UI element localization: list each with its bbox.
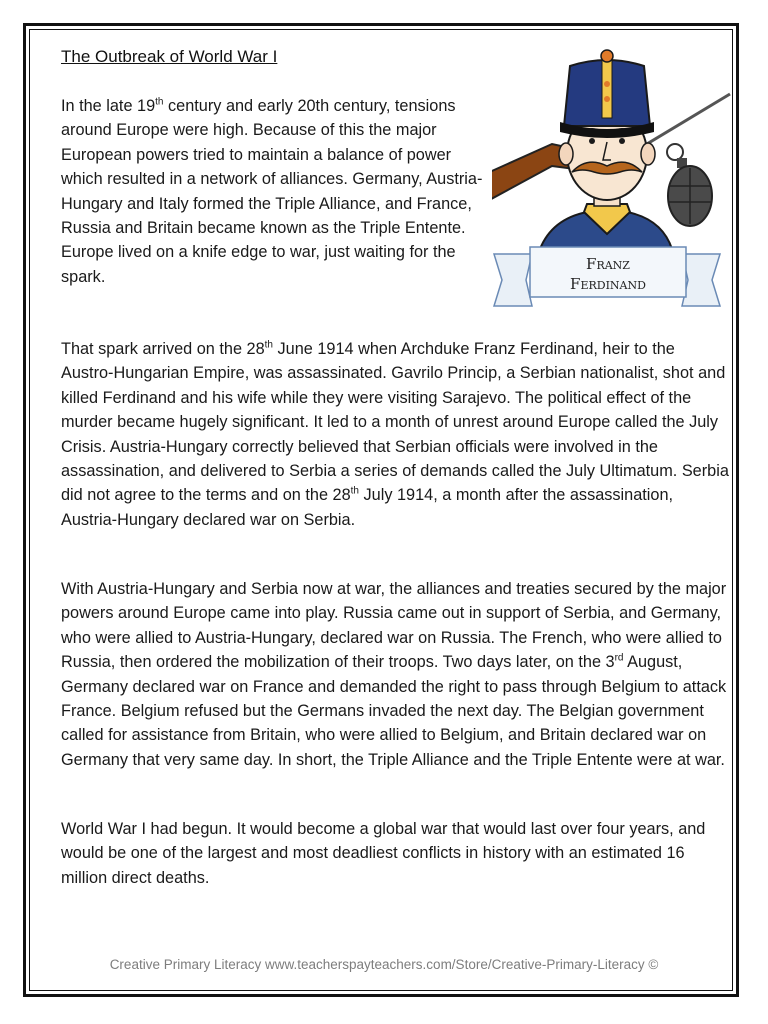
paragraph-text: June 1914 when Archduke Franz Ferdinand, heir to the Austro-Hungarian Empire, was assassinated. Gavrilo Princip, a Serbian nationalist, shot and killed Ferdinand and his wife while they were visiting Sarajevo. The political effect of the murder became hugely significant. It led to a month of unrest around Europe called the July Crisis. Austria-Hungary correctly believed that Serbian officials were involved in the assassination, and delivered to Serbia a series of demands called the July Ultimatum. Serbia did not agree to the terms and on the 28: [61, 340, 729, 505]
paragraph-3: [61, 577, 729, 772]
banner-line-1: Franz: [586, 255, 630, 273]
name-banner: [494, 247, 720, 306]
paragraph-1: [61, 94, 491, 289]
banner-line-2: Ferdinand: [570, 275, 646, 293]
paragraph-4: [61, 817, 729, 890]
ordinal-suffix: th: [264, 339, 273, 351]
ordinal-suffix: th: [350, 486, 359, 498]
paragraph-text: August, Germany declared war on France and demanded the right to pass through Belgium to attack France. Belgium refused but the Germans invaded the next day. The Belgian government called for assistance from Britain, who were allied to Belgium, and Britain declared war on Germany that very same day. In short, the Triple Alliance and the Triple Entente were at war.: [61, 653, 727, 769]
paragraph-text: That spark arrived on the 28: [61, 340, 265, 358]
paragraph-text: In the late 19: [61, 97, 156, 115]
soldier-portrait-icon: [492, 44, 732, 314]
ordinal-suffix: rd: [614, 652, 624, 664]
paragraph-2: [61, 337, 729, 532]
footer-credit: Creative Primary Literacy www.teacherspayteachers.com/Store/Creative-Primary-Literacy ©: [109, 957, 659, 972]
paragraph-text: With Austria-Hungary and Serbia now at war, the alliances and treaties secured by the major powers around Europe came into play. Russia came out in support of Serbia, and Germany, who were allied to Austria-Hungary, declared war on Russia. The French, who were allied to Russia, then ordered the mobilization of their troops. Two days later, on the 3: [61, 580, 727, 672]
grenade-icon: [667, 144, 712, 226]
paragraph-text: World War I had begun. It would become a global war that would last over four years, and would be one of the largest and most deadliest conflicts in history with an estimated 16 million direct deaths.: [61, 820, 706, 887]
paragraph-text: July 1914, a month after the assassination, Austria-Hungary declared war on Serbia.: [61, 486, 674, 529]
paragraph-text: century and early 20th century, tensions around Europe were high. Because of this the major European powers tried to maintain a balance of power which resulted in a network of alliances. Germany, Austria-Hungary and Italy formed the Triple Alliance, and France, Russia and Britain became known as the Triple Entente. Europe lived on a knife edge to war, just waiting for the spark.: [61, 97, 483, 286]
ordinal-suffix: th: [155, 96, 164, 108]
document-title: The Outbreak of World War I: [61, 47, 278, 66]
